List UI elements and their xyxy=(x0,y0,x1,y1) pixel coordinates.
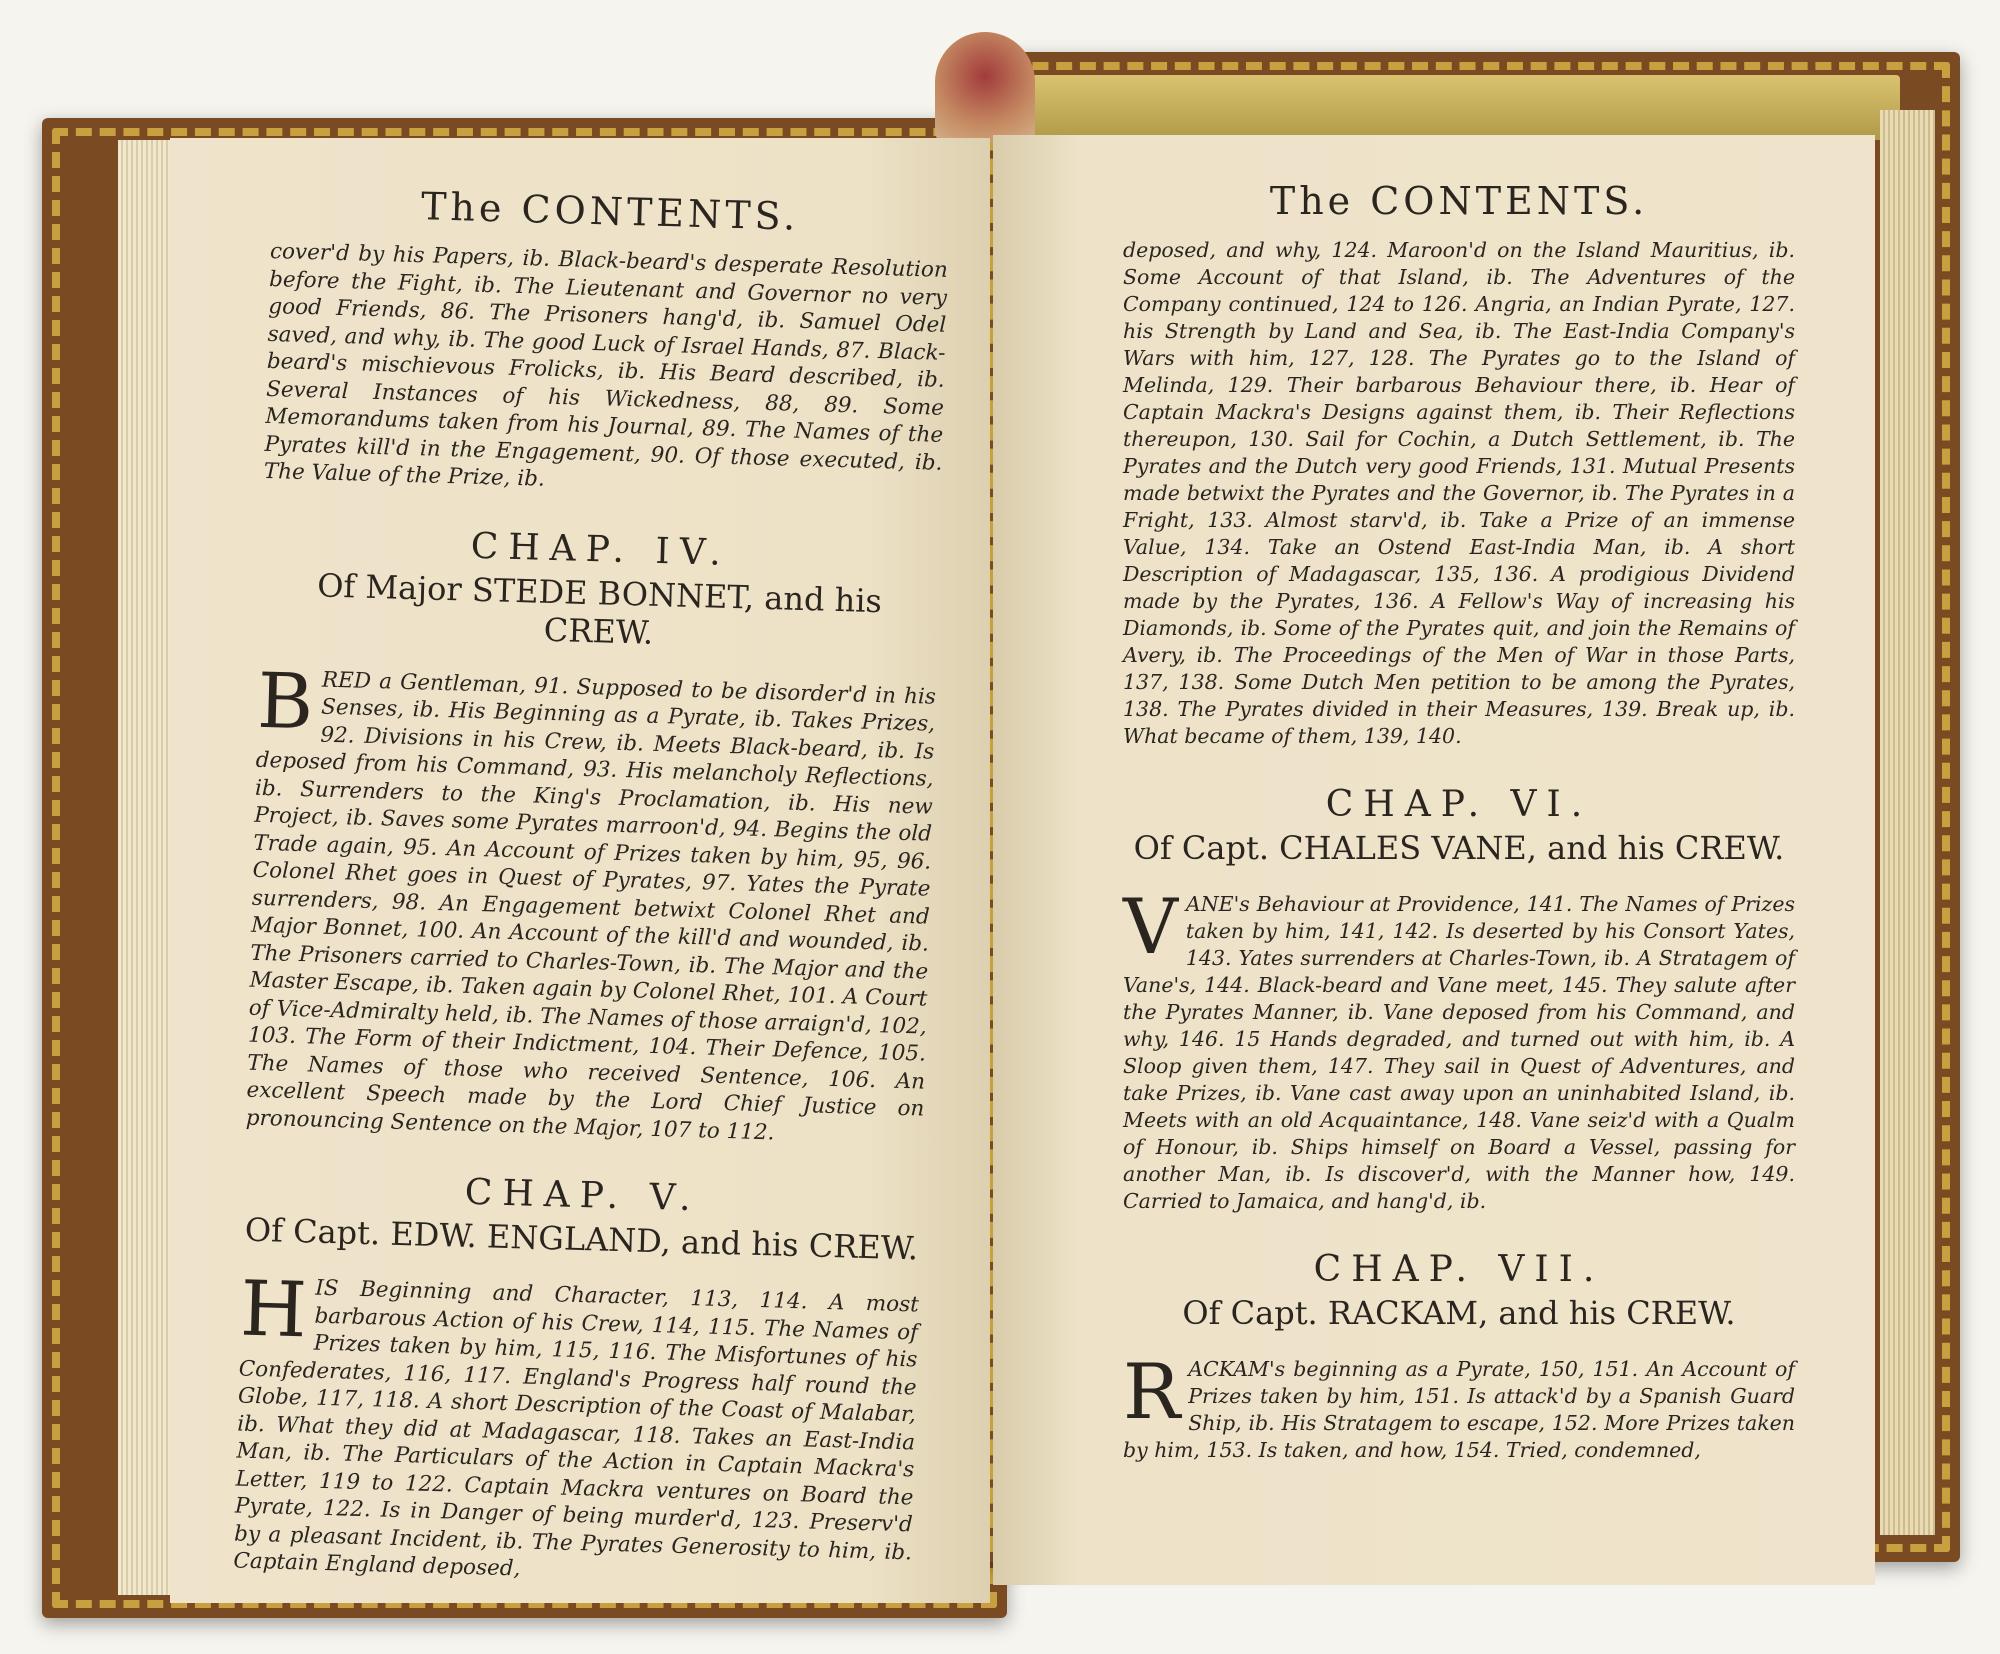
chapter-heading: CHAP. VI. xyxy=(1325,784,1593,825)
left-page xyxy=(170,138,990,1603)
chapter-title: Of Major STEDE BONNET, and his CREW. xyxy=(316,565,883,652)
chapter-entries xyxy=(245,655,937,1150)
contents-entries: cover'd by his Papers, ib. Black-beard's desperate Resolution before the Fight, ib. The Lieutenant and Governor no very good Friends, 86. The Prisoners hang'd, ib. Samuel Odel saved, and why, ib. The good Luck of Israel Hands, 87. Black-beard's mischievous Frolicks, ib. His Beard described, ib. Several Instances of his Wickedness, 88, 89. Some Memorandums taken from his Journal, 89. The Names of the Pyrates kill'd in the Engagement, 90. Of those executed, ib. The Value of the Prize, ib. xyxy=(263,238,949,492)
running-head-right: The CONTENTS. xyxy=(1269,179,1649,223)
chapter-entries-text: ACKAM's beginning as a Pyrate, 150, 151. An Account of Prizes taken by him, 151. Is attack'd by a Spanish Guard Ship, ib. His Stratagem to escape, 152. More Prizes taken by him, 153. Is taken, and how, 154. Tried, condemned, xyxy=(1123,1357,1795,1462)
chapter-entries xyxy=(1123,882,1795,1215)
drop-cap: V xyxy=(1123,882,1178,971)
chapter-entries-text: IS Beginning and Character, 113, 114. A most barbarous Action of his Crew, 114, 115. The Names of Prizes taken by him, 115, 116. The Misfortunes of his Confederates, 116, 117. England's Progress half round the Globe, 117, 118. A short Description of the Coast of Malabar, ib. What they did at Madagascar, 118. Takes an East-India Man, ib. The Particulars of the Action in Captain Mackra's Letter, 119 to 122. Captain Mackra ventures on Board the Pyrate, 122. Is in Danger of being murder'd, 123. Preserv'd by a pleasant Incident, ib. The Pyrates Generosity to him, ib. Captain England deposed, xyxy=(233,1275,920,1582)
left-page-text xyxy=(233,180,950,1594)
chapter-entries xyxy=(1123,1347,1795,1464)
chapter-title: Of Capt. RACKAM, and his CREW. xyxy=(1182,1294,1736,1332)
page-edges-right xyxy=(1880,110,1935,1535)
drop-cap: R xyxy=(1123,1347,1181,1436)
chapter-entries-text: ANE's Behaviour at Providence, 141. The Names of Prizes taken by him, 141, 142. Is deserted by his Consort Yates, 143. Yates surrenders at Charles-Town, ib. A Stratagem of Vane's, 144. Black-beard and Vane meet, 145. They salute after the Pyrates Manner, ib. Vane deposed from his Command, and why, 146. 15 Hands degraded, and turned out with him, ib. A Sloop given them, 147. They sail in Quest of Adventures, and take Prizes, ib. Vane cast away upon an uninhabited Island, ib. Meets with an old Acquaintance, 148. Vane seiz'd with a Qualm of Honour, ib. Ships himself on Board a Vessel, passing for another Man, ib. Is discover'd, with the Manner how, 149. Carried to Jamaica, and hang'd, ib. xyxy=(1123,892,1795,1213)
drop-cap: B xyxy=(256,655,315,746)
right-page xyxy=(993,135,1875,1585)
chapter-entries-text: RED a Gentleman, 91. Supposed to be disorder'd in his Senses, ib. His Beginning as a Pyrate, ib. Takes Prizes, 92. Divisions in his Crew, ib. Meets Black-beard, ib. Is deposed from his Command, 93. His melancholy Reflections, ib. Surrenders to the King's Proclamation, ib. His new Project, ib. Saves some Pyrates marroon'd, 94. Begins the old Trade again, 95. An Account of Prizes taken by him, 95, 96. Colonel Rhet goes in Quest of Pyrates, 97. Yates the Pyrate surrenders, 98. An Engagement betwixt Colonel Rhet and Major Bonnet, 100. An Account of the kill'd and wounded, ib. The Prisoners carried to Charles-Town, ib. The Major and the Master Escape, ib. Taken again by Colonel Rhet, 101. A Court of Vice-Admiralty held, ib. The Names of those arraign'd, 102, 103. The Form of their Indictment, 104. Their Defence, 105. The Names of those who received Sentence, 106. An excellent Speech made by the Lord Chief Justice on pronouncing Sentence on the Major, 107 to 112. xyxy=(245,667,937,1145)
chapter-heading: CHAP. VII. xyxy=(1313,1249,1605,1290)
chapter-title: Of Capt. EDW. ENGLAND, and his CREW. xyxy=(244,1210,919,1268)
contents-entries: deposed, and why, 124. Maroon'd on the Island Mauritius, ib. Some Account of that Island, ib. The Adventures of the Company continued, 124 to 126. Angria, an Indian Pyrate, 127. his Strength by Land and Sea, ib. The East-India Company's Wars with him, 127, 128. The Pyrates go to the Island of Melinda, 129. Their barbarous Behaviour there, ib. Hear of Captain Mackra's Designs against them, ib. Their Reflections thereupon, 130. Sail for Cochin, a Dutch Settlement, ib. The Pyrates and the Dutch very good Friends, 131. Mutual Presents made betwixt the Pyrates and the Governor, ib. The Pyrates in a Fright, 133. Almost starv'd, ib. Take a Prize of an immense Value, 134. Take an Ostend East-India Man, ib. A short Description of Madagascar, 135, 136. A prodigious Dividend made by the Pyrates, 136. A Fellow's Way of increasing his Diamonds, ib. Some of the Pyrates quit, and join the Remains of Avery, ib. The Proceedings of the Men of War in those Parts, 137, 138. Some Dutch Men petition to be among the Pyrates, 138. The Pyrates divided in their Measures, 139. Break up, ib. What became of them, 139, 140. xyxy=(1123,238,1795,748)
page-edges-left xyxy=(118,140,178,1595)
chapter-title: Of Capt. CHALES VANE, and his CREW. xyxy=(1133,829,1785,867)
chapter-entries xyxy=(233,1263,920,1594)
chapter-heading: CHAP. IV. xyxy=(470,525,732,574)
running-head-left: The CONTENTS. xyxy=(420,184,800,239)
chapter-heading: CHAP. V. xyxy=(464,1171,702,1220)
headband xyxy=(935,32,1035,142)
page-edges-top xyxy=(1000,75,1900,140)
drop-cap: H xyxy=(239,1263,308,1355)
